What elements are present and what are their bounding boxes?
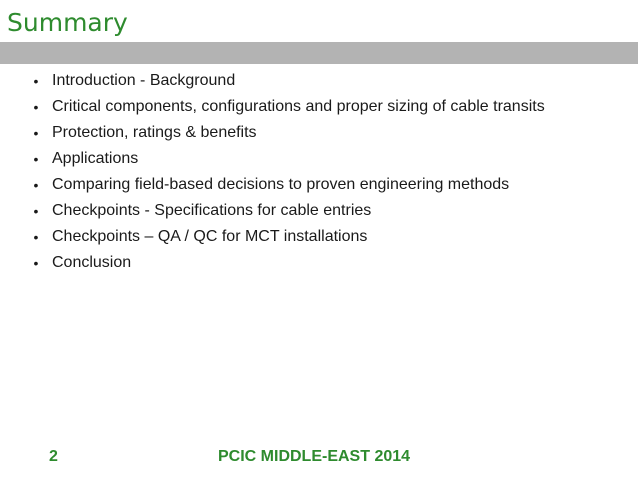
bullet-text: Conclusion bbox=[52, 254, 132, 271]
bullet-item bbox=[26, 120, 545, 146]
bullet-item bbox=[26, 250, 545, 276]
bullet-text: Introduction - Background bbox=[52, 72, 236, 89]
footer-conference: PCIC MIDDLE-EAST 2014 bbox=[218, 448, 411, 465]
bullet-item bbox=[26, 68, 545, 94]
bullet-text: Checkpoints - Specifications for cable entries bbox=[52, 202, 372, 219]
bullet-text: Applications bbox=[52, 150, 139, 167]
bullet-icon: • bbox=[33, 151, 39, 167]
bullet-icon: • bbox=[33, 203, 39, 219]
bullet-item bbox=[26, 172, 545, 198]
bullet-item bbox=[26, 224, 545, 250]
bullet-text: Critical components, configurations and proper sizing of cable transits bbox=[52, 98, 545, 115]
bullet-text: Checkpoints – QA / QC for MCT installations bbox=[52, 228, 368, 245]
slide-title: Summary bbox=[7, 8, 128, 37]
bullet-item bbox=[26, 198, 545, 224]
bullet-icon: • bbox=[33, 99, 39, 115]
bullet-icon: • bbox=[33, 177, 39, 193]
bullet-icon: • bbox=[33, 125, 39, 141]
bullet-item bbox=[26, 146, 545, 172]
bullet-list bbox=[26, 68, 545, 276]
bullet-text: Protection, ratings & benefits bbox=[52, 124, 257, 141]
bullet-icon: • bbox=[33, 229, 39, 245]
page-number: 2 bbox=[49, 448, 58, 465]
bullet-icon: • bbox=[33, 255, 39, 271]
bullet-icon: • bbox=[33, 73, 39, 89]
bullet-text: Comparing field-based decisions to proven engineering methods bbox=[52, 176, 510, 193]
title-underline-bar bbox=[0, 42, 638, 64]
bullet-item bbox=[26, 94, 545, 120]
